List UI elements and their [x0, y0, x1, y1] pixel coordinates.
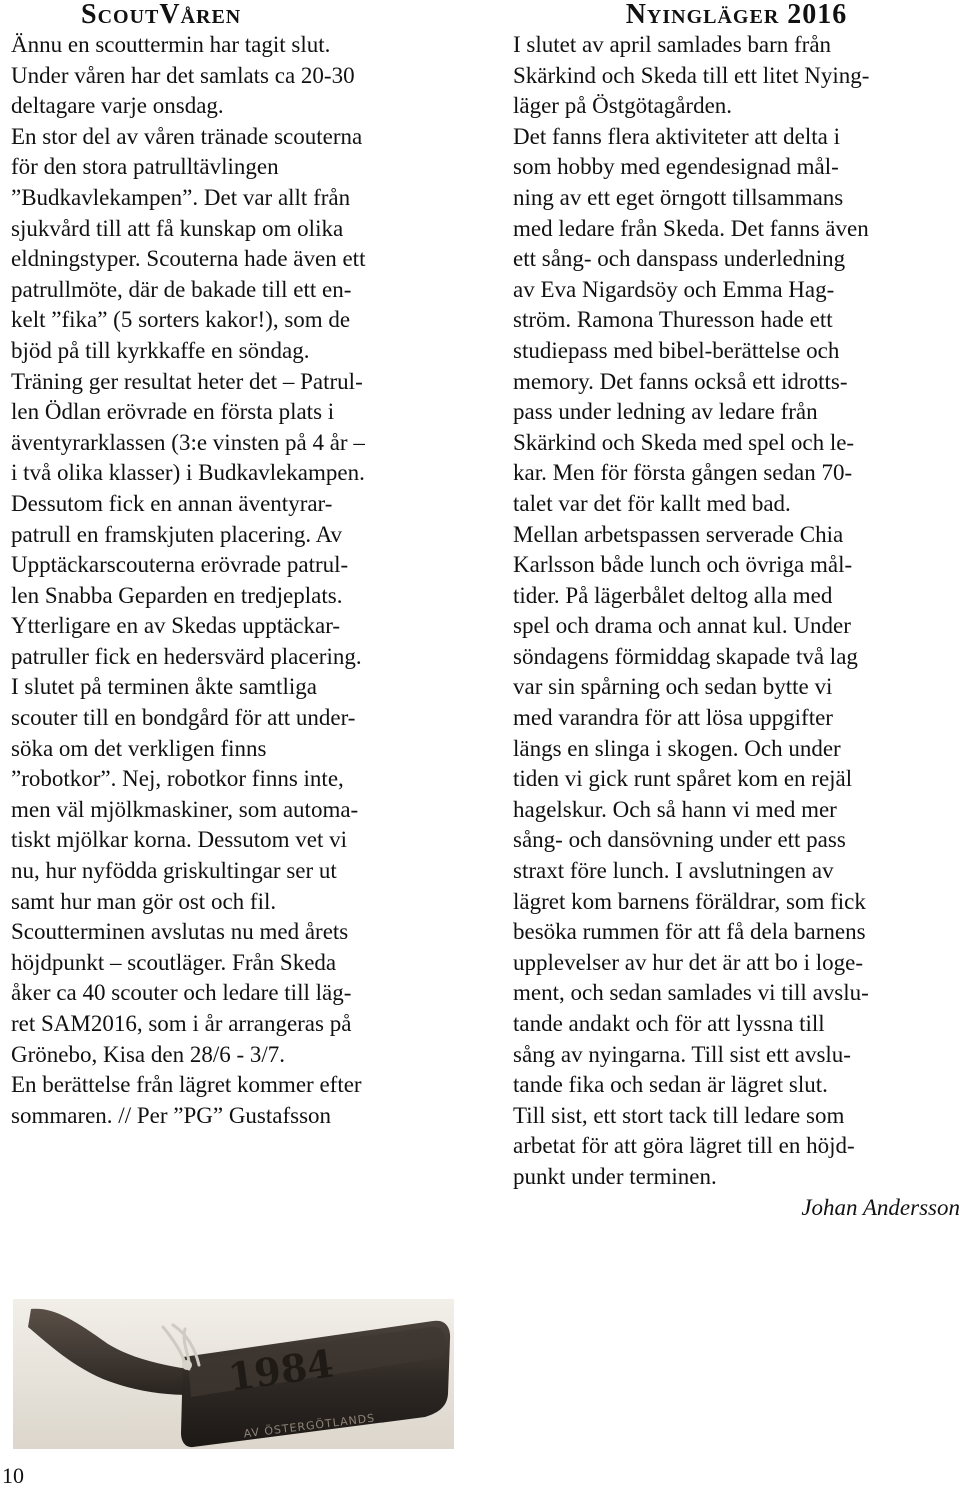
text-line: I slutet av april samlades barn från [513, 32, 832, 57]
text-line: patrullmöte, där de bakade till ett en- [11, 276, 352, 302]
text-line: åker ca 40 scouter och ledare till läg- [11, 980, 352, 1006]
text-line: sång av nyingarna. Till sist ett avslu- [513, 1041, 851, 1067]
text-line: len Snabba Geparden en tredjeplats. [11, 582, 343, 608]
text-line: punkt under terminen. [513, 1163, 717, 1189]
article-heading: ScoutVåren [81, 0, 242, 30]
text-line: Mellan arbetspassen serverade Chia [513, 521, 844, 547]
text-line: Träning ger resultat heter det – Patrul- [11, 368, 363, 394]
author-signature: Johan Andersson [801, 1194, 960, 1220]
text-line: sjukvård till att få kunskap om olika [11, 215, 344, 241]
text-line: Ytterligare en av Skedas upptäckar- [11, 613, 341, 639]
text-line: med varandra för att lösa uppgifter [513, 705, 833, 731]
text-line: En berättelse från lägret kommer efter [11, 1072, 362, 1098]
text-line: patruller fick en hedersvärd placering. [11, 643, 362, 669]
article-heading: Nyingläger 2016 [625, 0, 848, 30]
text-line: En stor del av våren tränade scouterna [11, 123, 363, 149]
text-line: I slutet på terminen åkte samtliga [11, 674, 317, 700]
text-line: höjdpunkt – scoutläger. Från Skeda [11, 949, 337, 975]
text-line: tider. På lägerbålet deltog alla med [513, 582, 833, 608]
text-line: arbetat för att göra lägret till en höjd- [513, 1133, 855, 1159]
text-line: scouter till en bondgård för att under- [11, 705, 356, 731]
text-line: Skärkind och Skeda till ett litet Nying- [513, 62, 870, 88]
budkavle-image [13, 1299, 454, 1449]
text-line: Till sist, ett stort tack till ledare som [513, 1102, 845, 1128]
article-body [513, 30, 960, 1193]
text-line: som hobby med egendesignad mål- [513, 154, 839, 180]
text-line: Skärkind och Skeda med spel och le- [513, 429, 855, 455]
text-line: nu, hur nyfödda griskultingar ser ut [11, 858, 337, 884]
text-line: ”Budkavlekampen”. Det var allt från [11, 184, 351, 210]
text-line: i två olika klasser) i Budkavlekampen. [11, 460, 365, 486]
text-line: kar. Men för första gången sedan 70- [513, 460, 853, 486]
text-line: spel och drama och annat kul. Under [513, 613, 851, 639]
text-line: talet var det för kallt med bad. [513, 490, 791, 516]
text-line: av Eva Nigardsöy och Emma Hag- [513, 276, 835, 302]
text-line: för den stora patrulltävlingen [11, 154, 279, 180]
text-line: besöka rummen för att få dela barnens [513, 919, 866, 945]
text-line: tande andakt och för att lyssna till [513, 1011, 825, 1036]
article-body [11, 30, 467, 1131]
text-line: ström. Ramona Thuresson hade ett [513, 307, 833, 333]
text-line: äventyrarklassen (3:e vinsten på 4 år – [11, 429, 365, 455]
text-line: hagelskur. Och så hann vi med mer [513, 796, 837, 822]
text-line: patrull en framskjuten placering. Av [11, 521, 343, 547]
text-line: studiepass med bibel-berättelse och [513, 337, 840, 363]
text-line: eldningstyper. Scouterna hade även ett [11, 246, 366, 272]
text-line: sommaren. // Per ”PG” Gustafsson [11, 1102, 332, 1128]
text-line: läger på Östgötagården. [513, 93, 733, 119]
text-line: Under våren har det samlats ca 20-30 [11, 62, 355, 88]
text-line: memory. Det fanns också ett idrotts- [513, 368, 848, 394]
scoutvaren-article [11, 0, 467, 1131]
text-line: Ännu en scouttermin har tagit slut. [11, 32, 331, 57]
text-line: lägret kom barnens föräldrar, som fick [513, 888, 866, 914]
text-line: Dessutom fick en annan äventyrar- [11, 490, 333, 516]
text-line: Upptäckarscouterna erövrade patrul- [11, 552, 349, 578]
carved-number: 1984 [225, 1340, 337, 1400]
text-line: sång- och dansövning under ett pass [513, 827, 846, 853]
text-line: Det fanns flera aktiviteter att delta i [513, 123, 840, 149]
text-line: bjöd på till kyrkkaffe en söndag. [11, 337, 310, 363]
text-line: straxt före lunch. I avslutningen av [513, 858, 834, 884]
text-line: ment, och sedan samlades vi till avslu- [513, 980, 869, 1006]
text-line: upplevelser av hur det är att bo i loge- [513, 949, 863, 975]
text-line: len Ödlan erövrade en första plats i [11, 399, 335, 425]
text-line: ret SAM2016, som i år arrangeras på [11, 1011, 352, 1036]
text-line: Karlsson både lunch och övriga mål- [513, 552, 853, 578]
text-line: söndagens förmiddag skapade två lag [513, 643, 858, 669]
text-line: tiskt mjölkar korna. Dessutom vet vi [11, 827, 348, 853]
text-line: söka om det verkligen finns [11, 735, 267, 761]
text-line: samt hur man gör ost och fil. [11, 888, 277, 914]
text-line: ning av ett eget örngott tillsammans [513, 184, 844, 210]
nyinglager-article [513, 0, 960, 1223]
text-line: med ledare från Skeda. Det fanns även [513, 215, 869, 241]
page-number: 10 [2, 1463, 24, 1488]
text-line: längs en slinga i skogen. Och under [513, 735, 841, 761]
text-line: Grönebo, Kisa den 28/6 - 3/7. [11, 1041, 286, 1067]
text-line: tande fika och sedan är lägret slut. [513, 1072, 828, 1098]
engraved-text: AV ÖSTERGÖTLANDS [242, 1411, 376, 1441]
text-line: Scoutterminen avslutas nu med årets [11, 919, 349, 945]
text-line: tiden vi gick runt spåret kom en rejäl [513, 766, 853, 792]
text-line: ett sång- och danspass underledning [513, 246, 846, 272]
text-line: ”robotkor”. Nej, robotkor finns inte, [11, 766, 344, 792]
budkavle-photo [13, 1299, 454, 1449]
text-line: pass under ledning av ledare från [513, 399, 818, 425]
text-line: kelt ”fika” (5 sorters kakor!), som de [11, 307, 351, 333]
text-line: var sin spårning och sedan bytte vi [513, 674, 833, 700]
text-line: deltagare varje onsdag. [11, 93, 224, 119]
text-line: men väl mjölkmaskiner, som automa- [11, 796, 359, 822]
